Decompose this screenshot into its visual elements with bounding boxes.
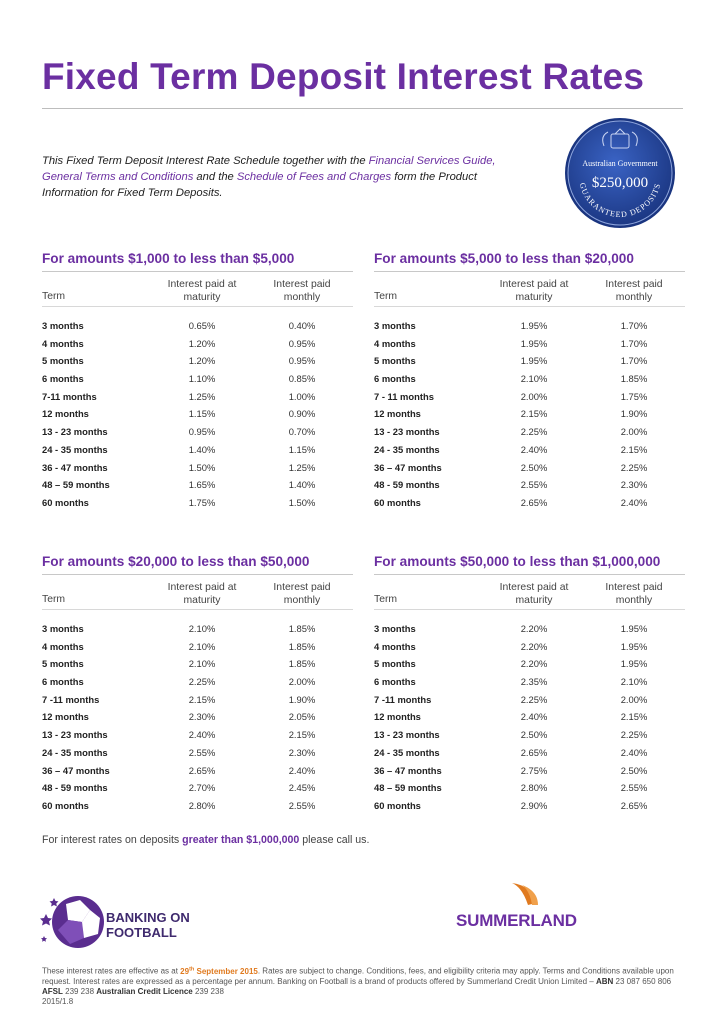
footer-disclaimer: These interest rates are effective as at 29th September 2015. Rates are subject to change. Conditions, fees, and eligibility criteria may apply. Terms and Conditions available upon request. Interest rates are expressed as a percentage per annum. Banking on Football is a brand of products offered by Summerland Credit Union Limited – ABN 23 087 650 806 AFSL 239 238 Australian Credit Licence 239 238 2015/1.8 (42, 966, 674, 1006)
table-row: 7 - 11 months 2.00% 1.75% (374, 390, 648, 402)
header-rule (374, 306, 685, 307)
header-rule (42, 306, 353, 307)
table-row: 3 months 1.95% 1.70% (374, 320, 648, 331)
table-row: 36 – 47 months 2.50% 2.25% (374, 461, 648, 473)
guarantee-seal (563, 116, 677, 230)
table-row: 12 months 1.15% 0.90% (42, 408, 316, 420)
table-row: 36 – 47 months 2.75% 2.50% (374, 764, 648, 776)
table-row: 13 - 23 months 2.40% 2.15% (42, 729, 316, 741)
football-icon (52, 896, 104, 948)
table-row: 3 months 0.65% 0.40% (42, 320, 316, 331)
col-term: Term (42, 594, 66, 605)
table-row: 48 – 59 months 2.80% 2.55% (374, 782, 648, 794)
table-heading: For amounts $5,000 to less than $20,000 (374, 251, 634, 266)
intro-text-1: This Fixed Term Deposit Interest Rate Schedule together with the (42, 155, 369, 167)
table-row: 24 - 35 months 1.40% 1.15% (42, 443, 316, 455)
table-row: 13 - 23 months 0.95% 0.70% (42, 426, 316, 438)
table-row: 60 months 2.80% 2.55% (42, 799, 316, 811)
table-row: 13 - 23 months 2.25% 2.00% (374, 426, 648, 438)
table-row: 60 months 2.90% 2.65% (374, 799, 648, 811)
col-maturity: Interest paid at maturity (167, 279, 237, 303)
fsg-link[interactable]: Financial Services Guide, General Terms and Conditions (42, 155, 496, 183)
table-heading: For amounts $1,000 to less than $5,000 (42, 251, 295, 266)
large-deposit-note: For interest rates on deposits greater than $1,000,000 please call us. (42, 834, 370, 846)
table-row: 24 - 35 months 2.40% 2.15% (374, 443, 648, 455)
col-term: Term (42, 291, 66, 302)
table-row: 48 – 59 months 1.65% 1.40% (42, 479, 316, 491)
column-headers (42, 575, 353, 609)
table-row: 6 months 1.10% 0.85% (42, 373, 316, 385)
seal-ring-text: GUARANTEED DEPOSITS (577, 181, 663, 220)
col-maturity: Interest paid at maturity (167, 582, 237, 606)
table-row: 3 months 2.20% 1.95% (374, 623, 648, 634)
table-row: 6 months 2.25% 2.00% (42, 676, 316, 688)
table-row: 12 months 2.30% 2.05% (42, 711, 316, 723)
intro-paragraph (42, 153, 522, 201)
table-row: 4 months 2.20% 1.95% (374, 640, 648, 652)
rate-table-2 (374, 250, 685, 512)
table-row: 5 months 2.10% 1.85% (42, 658, 316, 670)
fees-link[interactable]: Schedule of Fees and Charges (236, 171, 392, 183)
col-term: Term (374, 594, 398, 605)
sun-swoosh-icon (512, 883, 538, 905)
column-headers (42, 272, 353, 306)
table-heading: For amounts $20,000 to less than $50,000 (42, 554, 310, 569)
version-code: 2015/1.8 (42, 996, 74, 1006)
col-monthly: Interest paid monthly (273, 582, 331, 606)
col-monthly: Interest paid monthly (605, 279, 663, 303)
table-row: 60 months 2.65% 2.40% (374, 496, 648, 508)
table-row: 24 - 35 months 2.65% 2.40% (374, 746, 648, 758)
column-headers (374, 272, 685, 306)
table-row: 60 months 1.75% 1.50% (42, 496, 316, 508)
note-highlight: greater than $1,000,000 (182, 834, 300, 846)
summerland-wordmark: SUMMERLAND (456, 911, 577, 930)
header-rule (374, 609, 685, 610)
table-row: 48 - 59 months 2.55% 2.30% (374, 479, 648, 491)
table-row: 36 - 47 months 1.50% 1.25% (42, 461, 316, 473)
table-row: 7 -11 months 2.15% 1.90% (42, 693, 316, 705)
table-row: 6 months 2.10% 1.85% (374, 373, 648, 385)
bof-wordmark: BANKING ON FOOTBALL (106, 910, 190, 940)
table-row: 13 - 23 months 2.50% 2.25% (374, 729, 648, 741)
column-headers (374, 575, 685, 609)
table-row: 7 -11 months 2.25% 2.00% (374, 693, 648, 705)
header-rule (42, 609, 353, 610)
table-row: 24 - 35 months 2.55% 2.30% (42, 746, 316, 758)
rate-table-4 (374, 553, 685, 815)
intro-text-3: form the Product Information for Fixed Term Deposits. (42, 171, 477, 199)
col-maturity: Interest paid at maturity (499, 279, 569, 303)
page-title: Fixed Term Deposit Interest Rates (42, 56, 645, 97)
table-row: 3 months 2.10% 1.85% (42, 623, 316, 634)
col-monthly: Interest paid monthly (273, 279, 331, 303)
table-row: 12 months 2.15% 1.90% (374, 408, 648, 420)
table-row: 4 months 1.20% 0.95% (42, 337, 316, 349)
table-row: 4 months 1.95% 1.70% (374, 337, 648, 349)
rate-table-1 (42, 250, 353, 512)
effective-date: 29th September 2015 (180, 966, 258, 976)
table-row: 12 months 2.40% 2.15% (374, 711, 648, 723)
table-row: 48 - 59 months 2.70% 2.45% (42, 782, 316, 794)
table-row: 5 months 1.95% 1.70% (374, 355, 648, 367)
col-monthly: Interest paid monthly (605, 582, 663, 606)
title-divider (42, 108, 683, 109)
table-row: 4 months 2.10% 1.85% (42, 640, 316, 652)
table-row: 5 months 1.20% 0.95% (42, 355, 316, 367)
table-row: 36 – 47 months 2.65% 2.40% (42, 764, 316, 776)
table-heading: For amounts $50,000 to less than $1,000,000 (374, 554, 661, 569)
rate-table-3 (42, 553, 353, 815)
table-row: 6 months 2.35% 2.10% (374, 676, 648, 688)
intro-text-2: and the (193, 171, 237, 183)
seal-amount: $250,000 (591, 175, 649, 191)
table-row: 5 months 2.20% 1.95% (374, 658, 648, 670)
col-term: Term (374, 291, 398, 302)
col-maturity: Interest paid at maturity (499, 582, 569, 606)
seal-line1: Australian Government (582, 159, 658, 168)
table-row: 7-11 months 1.25% 1.00% (42, 390, 316, 402)
